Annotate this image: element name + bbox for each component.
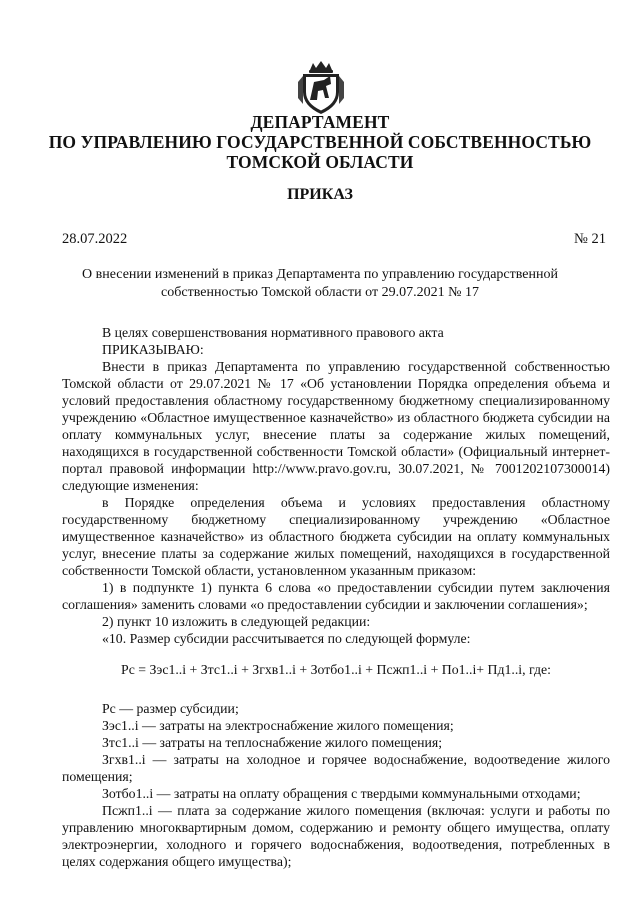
document-body	[62, 324, 610, 870]
paragraph: 1) в подпункте 1) пункта 6 слова «о предоставлении субсидии путем заключения соглашения» заменить словами «о предоставлении субсидии и заключении соглашения»;	[62, 580, 610, 612]
definition-item: Зэс1..i — затраты на электроснабжение жилого помещения;	[102, 718, 454, 733]
paragraph: в Порядке определения объема и условиях предоставления областному государственному бюджетному специализированному учреждению «Областное имущественное казначейство» из областного бюджета субсидии на оплату коммунальных услуг, внесение платы за содержание жилых помещений, находящихся в государственной собственности Томской области, установленном указанным приказом:	[62, 495, 610, 578]
paragraph: ПРИКАЗЫВАЮ:	[102, 342, 204, 357]
department-title-line1: ДЕПАРТАМЕНТ	[250, 112, 390, 132]
tomsk-coat-of-arms-emblem	[296, 60, 346, 116]
definition-item: Рс — размер субсидии;	[102, 701, 239, 716]
paragraph: Внести в приказ Департамента по управлению государственной собственностью Томской области от 29.07.2021 № 17 «Об установлении Порядка определения объема и условий предоставления областному государственному бюджетному специализированному учреждению «Областное имущественное казначейство» из областного бюджета субсидии на оплату коммунальных услуг, внесение платы за содержание жилых помещений, находящихся в государственной собственности Томской области» (Официальный интернет-портал правовой информации http://www.pravo.gov.ru, 30.07.2021, № 7001202107300014) следующие изменения:	[62, 359, 610, 493]
document-subject: О внесении изменений в приказ Департамента по управлению государственной собственностью Томской области от 29.07.2021 № 17	[82, 267, 558, 300]
definition-item: Псжп1..i — плата за содержание жилого помещения (включая: услуги и работы по управлению многоквартирным домом, содержанию и ремонту общего имущества, оплату электроэнергии, холодного и горячего водоснабжения, водоотведения, потребленных в целях содержания общего имущества);	[62, 803, 610, 869]
department-title-line2: ПО УПРАВЛЕНИЮ ГОСУДАРСТВЕННОЙ СОБСТВЕННОСТЬЮ	[48, 132, 592, 152]
definition-item: Згхв1..i — затраты на холодное и горячее водоснабжение, водоотведение жилого помещения;	[62, 752, 610, 784]
paragraph: 2) пункт 10 изложить в следующей редакции:	[102, 614, 371, 629]
paragraph: «10. Размер субсидии рассчитывается по следующей формуле:	[102, 631, 471, 646]
definition-item: Зотбо1..i — затраты на оплату обращения с твердыми коммунальными отходами;	[102, 786, 581, 801]
paragraph: В целях совершенствования нормативного правового акта	[102, 325, 444, 340]
document-number: № 21	[574, 231, 606, 247]
subsidy-formula: Рс = Зэс1..i + Зтс1..i + Згхв1..i + Зотбо1..i + Псжп1..i + По1..i+ Пд1..i, где:	[121, 662, 551, 677]
department-title-line3: ТОМСКОЙ ОБЛАСТИ	[226, 152, 414, 172]
definition-item: Зтс1..i — затраты на теплоснабжение жилого помещения;	[102, 735, 443, 750]
document-date: 28.07.2022	[62, 231, 128, 247]
document-type: ПРИКАЗ	[287, 186, 353, 203]
